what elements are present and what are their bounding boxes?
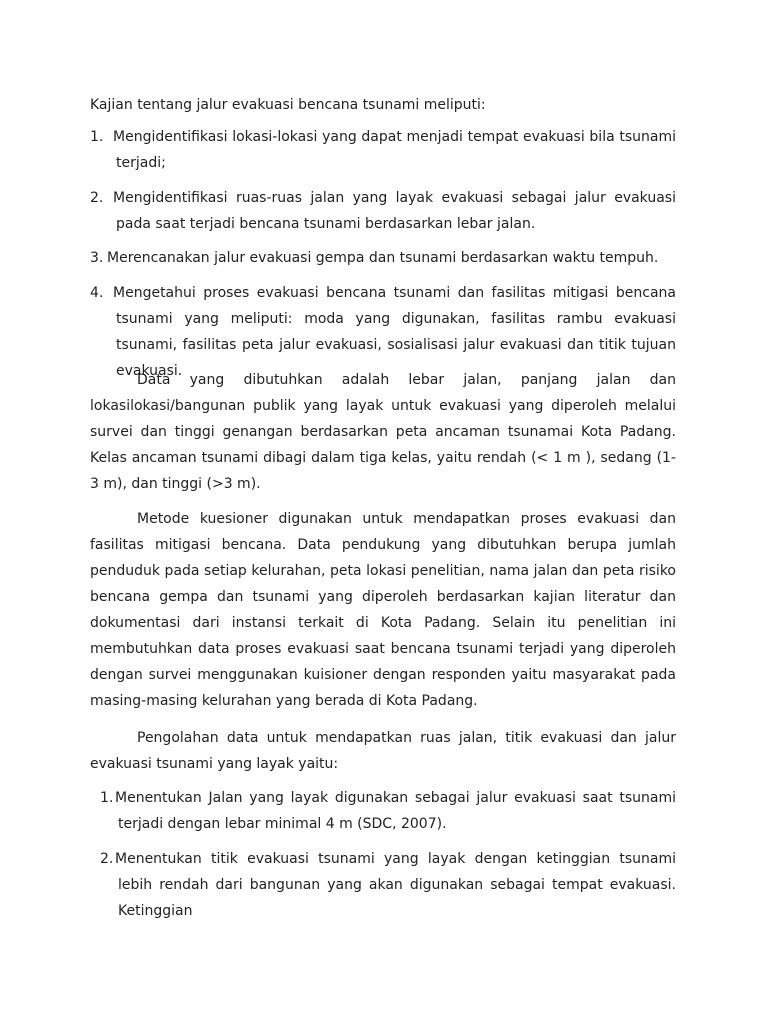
list-item (100, 785, 676, 837)
paragraph: Metode kuesioner digunakan untuk mendapatkan proses evakuasi dan fasilitas mitigasi bencana. Data pendukung yang dibutuhkan berupa jumlah penduduk pada setiap kelurahan, peta lokasi penelitian, nama jalan dan peta risiko bencana gempa dan tsunami yang diperoleh berdasarkan kajian literatur dan dokumentasi dari instansi terkait di Kota Padang. Selain itu penelitian ini membutuhkan data proses evakuasi saat bencana tsunami terjadi yang diperoleh dengan survei menggunakan kuisioner dengan responden yaitu masyarakat pada masing-masing kelurahan yang berada di Kota Padang. (90, 511, 676, 709)
list-item (100, 846, 676, 924)
list-number: 3. (90, 250, 104, 266)
list-item (90, 245, 676, 271)
list-item-text: Menentukan Jalan yang layak digunakan sebagai jalur evakuasi saat tsunami terjadi dengan lebar minimal 4 m (SDC, 2007). (115, 790, 676, 832)
list-item-text: Menentukan titik evakuasi tsunami yang layak dengan ketinggian tsunami lebih rendah dari bangunan yang akan digunakan sebagai tempat evakuasi. Ketinggian (115, 851, 676, 919)
list-item-text: Mengidentifikasi ruas-ruas jalan yang layak evakuasi sebagai jalur evakuasi pada saat terjadi bencana tsunami berdasarkan lebar jalan. (113, 190, 676, 232)
list-number: 4. (90, 285, 104, 301)
list-item-text: Merencanakan jalur evakuasi gempa dan tsunami berdasarkan waktu tempuh. (107, 250, 659, 266)
list-item (90, 185, 676, 237)
list-number: 1. (100, 790, 114, 806)
list-item (90, 124, 676, 176)
list-number: 2. (100, 851, 114, 867)
list-number: 1. (90, 129, 104, 145)
list-item-text: Mengetahui proses evakuasi bencana tsunami dan fasilitas mitigasi bencana tsunami yang meliputi: moda yang digunakan, fasilitas rambu evakuasi tsunami, fasilitas peta jalur evakuasi, sosialisasi jalur evakuasi dan titik tujuan evakuasi. (113, 285, 676, 379)
list-number: 2. (90, 190, 104, 206)
list-item-text: Mengidentifikasi lokasi-lokasi yang dapat menjadi tempat evakuasi bila tsunami terjadi; (113, 129, 676, 171)
intro-line: Kajian tentang jalur evakuasi bencana tsunami meliputi: (90, 97, 486, 113)
paragraph: Data yang dibutuhkan adalah lebar jalan, panjang jalan dan lokasilokasi/bangunan publik yang layak untuk evakuasi yang diperoleh melalui survei dan tinggi genangan berdasarkan peta ancaman tsunamai Kota Padang. Kelas ancaman tsunami dibagi dalam tiga kelas, yaitu rendah (< 1 m ), sedang (1-3 m), dan tinggi (>3 m). (90, 372, 676, 492)
paragraph: Pengolahan data untuk mendapatkan ruas jalan, titik evakuasi dan jalur evakuasi tsunami yang layak yaitu: (90, 730, 676, 772)
